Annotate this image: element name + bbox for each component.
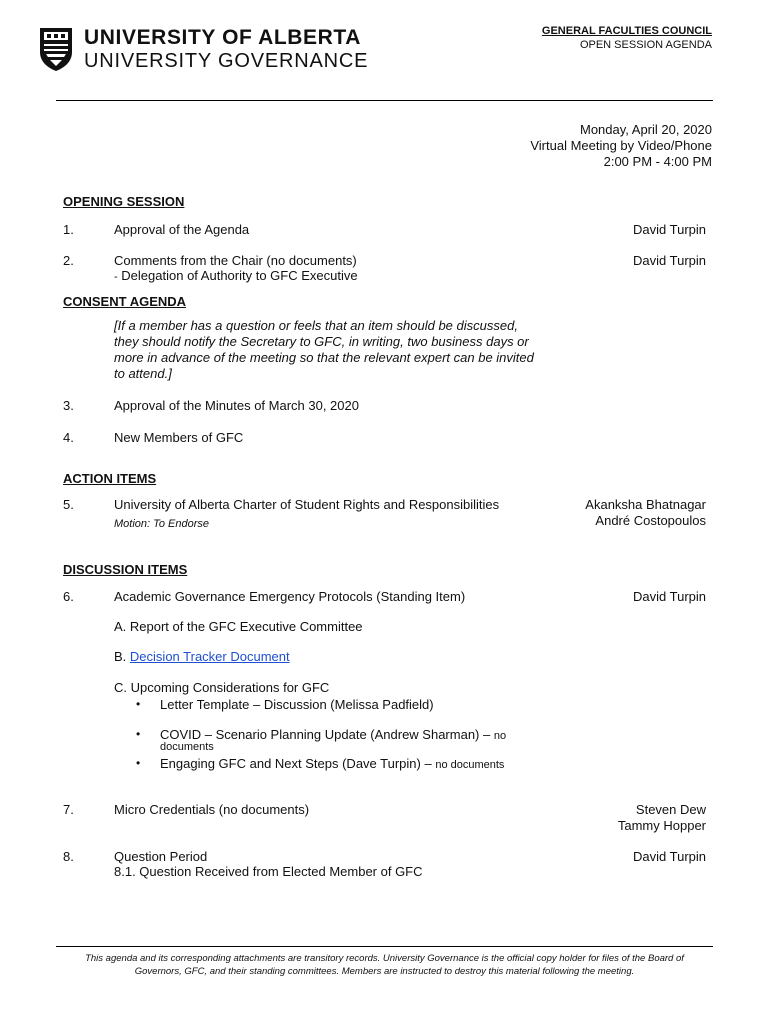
- item-title: Approval of the Minutes of March 30, 2020: [114, 398, 359, 413]
- item-number: 4.: [63, 430, 74, 445]
- meeting-location: Virtual Meeting by Video/Phone: [530, 138, 712, 153]
- item-motion: Motion: To Endorse: [114, 518, 209, 530]
- bullet-text: Letter Template – Discussion (Melissa Padfield): [160, 697, 434, 712]
- university-name: UNIVERSITY OF ALBERTA: [84, 26, 362, 49]
- bullet-text-continued: documents: [160, 741, 214, 753]
- item-number: 2.: [63, 253, 74, 268]
- decision-tracker-link[interactable]: Decision Tracker Document: [129, 649, 290, 664]
- header-divider: [56, 100, 713, 101]
- bullet-text-main: Engaging GFC and Next Steps (Dave Turpin) –: [160, 756, 432, 771]
- bullet-text-small: no documents: [435, 759, 505, 771]
- item-number: 3.: [63, 398, 74, 413]
- council-name: GENERAL FACULTIES COUNCIL: [541, 25, 712, 37]
- item-presenter: David Turpin: [633, 849, 706, 864]
- subtitle-dash: -: [114, 271, 118, 283]
- unit-name: UNIVERSITY GOVERNANCE: [84, 50, 369, 72]
- footer-divider: [56, 946, 713, 947]
- footer-line: Governors, GFC, and their standing committees. Members are instructed to destroy this material following the meeting.: [134, 966, 635, 977]
- item-number: 6.: [63, 589, 74, 604]
- meeting-time: 2:00 PM - 4:00 PM: [603, 154, 712, 169]
- bullet-icon: •: [136, 697, 141, 711]
- item-title: Approval of the Agenda: [114, 222, 250, 237]
- subtitle-text: Delegation of Authority to GFC Executive: [121, 268, 358, 283]
- item-title: Comments from the Chair (no documents): [114, 253, 357, 268]
- bullet-icon: •: [136, 727, 141, 741]
- subitem-b: [114, 649, 290, 664]
- footer-note: [56, 952, 713, 978]
- section-heading-opening: OPENING SESSION: [63, 194, 185, 209]
- bullet-text: [160, 727, 506, 742]
- meeting-details: [530, 122, 712, 170]
- item-number: 7.: [63, 802, 74, 817]
- item-title: University of Alberta Charter of Student Rights and Responsibilities: [114, 497, 500, 512]
- item-title: New Members of GFC: [114, 430, 244, 445]
- consent-note: [If a member has a question or feels that an item should be discussed, they should notify the Secretary to GFC, in writing, two business days or more in advance of the meeting so that the relevant expert can be invited to attend.]: [114, 318, 534, 381]
- subitem-c: C. Upcoming Considerations for GFC: [114, 680, 330, 695]
- presenter-name: Tammy Hopper: [617, 818, 706, 833]
- section-heading-discussion: DISCUSSION ITEMS: [63, 562, 188, 577]
- item-presenters: [585, 497, 706, 529]
- bullet-text-main: COVID – Scenario Planning Update (Andrew Sharman) –: [160, 727, 491, 742]
- meeting-date: Monday, April 20, 2020: [579, 122, 712, 137]
- section-heading-consent: CONSENT AGENDA: [63, 294, 187, 309]
- bullet-text: [160, 756, 504, 771]
- bullet-icon: •: [136, 756, 141, 770]
- item-title: Academic Governance Emergency Protocols (Standing Item): [114, 589, 466, 604]
- university-crest-icon: [38, 26, 74, 72]
- item-presenter: David Turpin: [633, 222, 706, 237]
- presenter-name: Steven Dew: [635, 802, 706, 817]
- subitem-a: A. Report of the GFC Executive Committee: [114, 619, 363, 634]
- item-title: Micro Credentials (no documents): [114, 802, 310, 817]
- presenter-name: Akanksha Bhatnagar: [585, 497, 706, 512]
- document-type: OPEN SESSION AGENDA: [579, 39, 712, 51]
- item-number: 5.: [63, 497, 74, 512]
- item-presenter: David Turpin: [633, 253, 706, 268]
- item-presenters: [618, 802, 706, 834]
- presenter-name: André Costopoulos: [595, 513, 706, 528]
- item-title: Question Period: [114, 849, 208, 864]
- item-presenter: David Turpin: [633, 589, 706, 604]
- subitem-b-prefix: B.: [114, 649, 127, 664]
- item-number: 1.: [63, 222, 74, 237]
- item-subtitle: [114, 268, 358, 283]
- section-heading-action: ACTION ITEMS: [63, 471, 157, 486]
- bullet-text-no: no: [493, 730, 507, 742]
- item-number: 8.: [63, 849, 74, 864]
- item-subtitle: 8.1. Question Received from Elected Member of GFC: [114, 864, 423, 879]
- footer-line: This agenda and its corresponding attachments are transitory records. University Governance is the official copy holder for files of the Board of: [85, 953, 684, 964]
